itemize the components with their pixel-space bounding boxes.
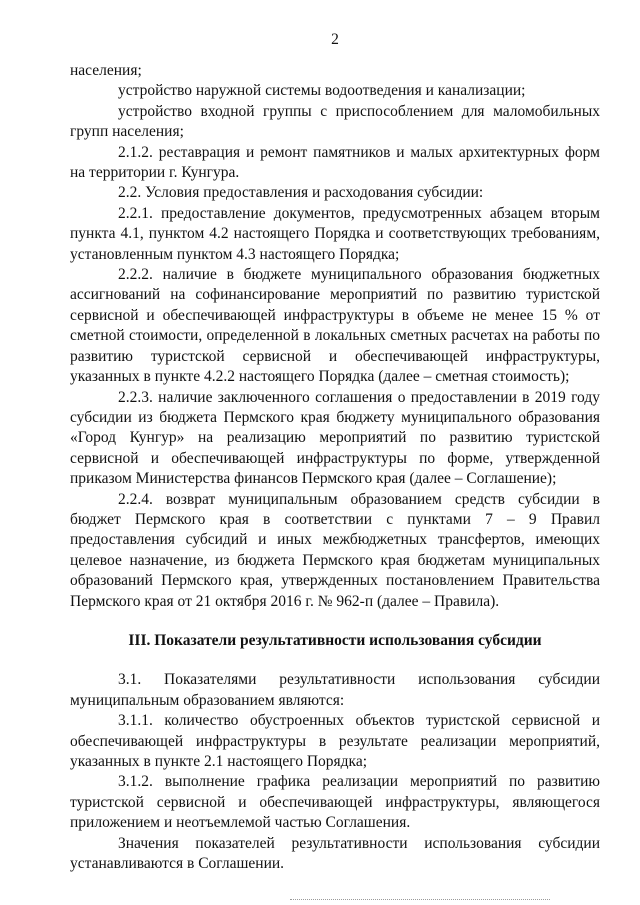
paragraph: 2.2. Условия предоставления и расходования субсидии: (118, 184, 484, 202)
paragraph: 2.2.4. возврат муниципальным образованием средств субсидии в бюджет Пермского края в соответствии с пунктами 7 – 9 Правил предоставления субсидий и иных межбюджетных трансфертов, имеющих целевое назначение, из бюджета Пермского края бюджетам муниципальных образований Пермского края, утвержденных постановлением Правительства Пермского края от 21 октября 2016 г. № 962-п (далее – Правила). (70, 490, 600, 610)
paragraph: 2.2.1. предоставление документов, предусмотренных абзацем вторым пункта 4.1, пунктом 4.2 настоящего Порядка и соответствующих требованиям, установленным пунктом 4.3 настоящего Порядка; (70, 204, 600, 263)
paragraph: устройство входной группы с приспособлением для маломобильных групп населения; (70, 102, 600, 141)
paragraph: 3.1.1. количество обустроенных объектов туристской сервисной и обеспечивающей инфраструктуры в результате реализации мероприятий, указанных в пункте 2.1 настоящего Порядка; (70, 712, 600, 770)
paragraphs-before (70, 61, 600, 612)
paragraph: 3.1. Показателями результативности использования субсидии муниципальным образованием являются: (70, 671, 600, 709)
section-heading: III. Показатели результативности использования субсидии (128, 631, 542, 649)
paragraph: устройство наружной системы водоотведения и канализации; (118, 82, 526, 100)
document-body (70, 61, 600, 874)
page-number: 2 (331, 31, 339, 48)
paragraph: Значения показателей результативности использования субсидии устанавливаются в Соглашении. (70, 834, 600, 873)
paragraph: 3.1.2. выполнение графика реализации мероприятий по развитию туристской сервисной и обеспечивающей инфраструктуры, являющегося приложением и неотъемлемой частью Соглашения. (70, 773, 600, 832)
paragraph: населения; (70, 62, 142, 79)
scan-edge-line (290, 899, 550, 901)
paragraph: 2.1.2. реставрация и ремонт памятников и малых архитектурных форм на территории г. Кунгура. (70, 143, 600, 182)
paragraph: 2.2.3. наличие заключенного соглашения о предоставлении в 2019 году субсидии из бюджета Пермского края бюджету муниципального образования «Город Кунгур» на реализацию мероприятий по развитию туристской сервисной и обеспечивающей инфраструктуры по форме, утвержденной приказом Министерства финансов Пермского края (далее – Соглашение); (70, 388, 600, 488)
paragraph: 2.2.2. наличие в бюджете муниципального образования бюджетных ассигнований на софинансирование мероприятий по развитию туристской сервисной и обеспечивающей инфраструктуры в объеме не менее 15 % от сметной стоимости, определенной в локальных сметных расчетах на работы по развитию туристской сервисной и обеспечивающей инфраструктуры, указанных в пункте 4.2.2 настоящего Порядка (далее – сметная стоимость); (70, 266, 600, 386)
paragraphs-after (70, 670, 600, 874)
